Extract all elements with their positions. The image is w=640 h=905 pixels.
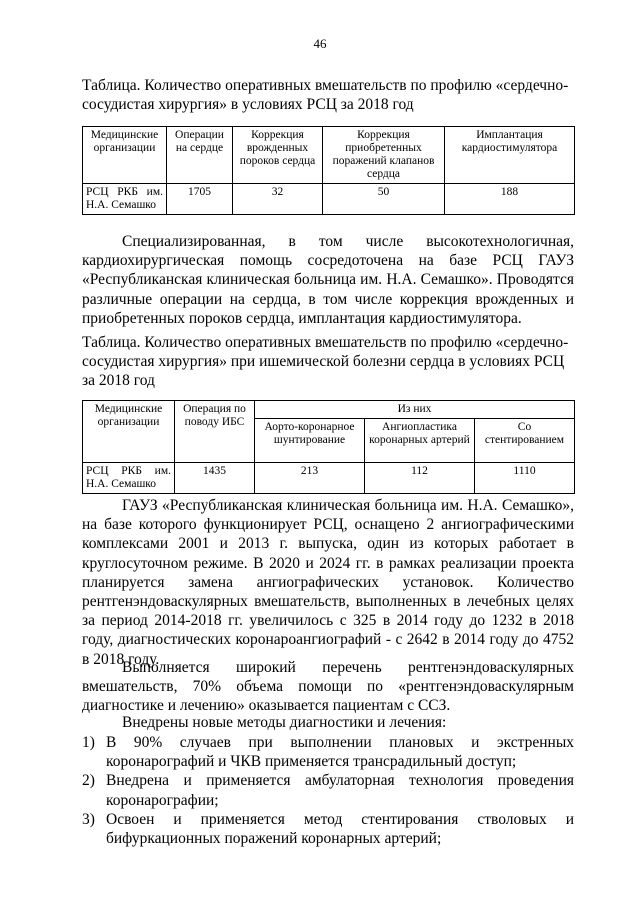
table1-value-acquired: 50 <box>323 184 445 215</box>
org-line1: РСЦ РКБ им. <box>86 186 163 198</box>
org-line1: РСЦ РКБ им. <box>86 465 171 477</box>
table1-header-acquired: Коррекция приобретенных поражений клапанов сердца <box>323 127 445 184</box>
list-item-number: 1) <box>82 734 95 751</box>
table2-header-angioplasty: Ангиопластика коронарных артерий <box>365 419 475 463</box>
list-item <box>82 733 574 771</box>
table1-header-org: Медицинские организации <box>83 127 167 184</box>
table2-header-cabg: Аорто-коронарное шунтирование <box>255 419 365 463</box>
list-item-text: Освоен и применяется метод стентирования стволовых и бифуркационных поражений коронарных артерий; <box>106 810 574 848</box>
table2-header-row-1 <box>83 401 575 419</box>
table1-header-heart-ops: Операции на сердце <box>167 127 233 184</box>
table1-org-cell <box>83 184 167 215</box>
paragraph-3: Выполняется широкий перечень рентгенэндоваскулярных вмешательств, 70% объема помощи по «рентгенэндоваскулярным диагностике и лечению» оказывается пациентам с ССЗ. <box>82 659 574 715</box>
table2 <box>82 400 575 494</box>
list-item-number: 2) <box>82 772 95 790</box>
paragraph-1: Специализированная, в том числе высокотехнологичная, кардиохирургическая помощь сосредоточена на базе РСЦ ГАУЗ «Республиканская клиническая больница им. Н.А. Семашко». Проводятся различные операции на сердца, в том числе коррекция врожденных и приобретенных пороков сердца, имплантация кардиостимулятора. <box>82 233 574 327</box>
table1-value-congenital: 32 <box>233 184 323 215</box>
paragraph-4: Внедрены новые методы диагностики и лечения: <box>122 714 447 731</box>
table2-value-stenting: 1110 <box>475 463 575 494</box>
methods-list <box>82 733 574 848</box>
table2-caption: Таблица. Количество оперативных вмешательств по профилю «сердечно-сосудистая хирургия» при ишемической болезни сердца в условиях РСЦ за 2018 год <box>82 334 569 389</box>
list-item <box>82 771 574 809</box>
list-item-text: В 90% случаев при выполнении плановых и экстренных коронарографий и ЧКВ применяется трансрадильный доступ; <box>106 734 574 771</box>
table1-value-pacemaker: 188 <box>445 184 575 215</box>
list-item-text: Внедрена и применяется амбулаторная технология проведения коронарографии; <box>106 772 574 809</box>
table2-header-ibs-ops: Операция по поводу ИБС <box>175 401 255 463</box>
table-row <box>83 463 575 494</box>
table2-value-angioplasty: 112 <box>365 463 475 494</box>
table2-header-group: Из них <box>255 401 575 419</box>
table2-org-cell <box>83 463 175 494</box>
table1-caption: Таблица. Количество оперативных вмешательств по профилю «сердечно-сосудистая хирургия» в условиях РСЦ за 2018 год <box>82 77 569 113</box>
table2-value-ibs-ops: 1435 <box>175 463 255 494</box>
table1-header-congenital: Коррекция врожденных пороков сердца <box>233 127 323 184</box>
table1-header-pacemaker: Имплантация кардиостимулятора <box>445 127 575 184</box>
table1-value-heart-ops: 1705 <box>167 184 233 215</box>
table1 <box>82 126 575 215</box>
table2-header-org: Медицинские организации <box>83 401 175 463</box>
table-row <box>83 184 575 215</box>
list-item-number: 3) <box>82 810 95 828</box>
page-number: 46 <box>313 36 327 51</box>
paragraph-2: ГАУЗ «Республиканская клиническая больница им. Н.А. Семашко», на базе которого функционирует РСЦ, оснащено 2 ангиографическими комплексами 2001 и 2013 г. выпуска, один из которых работает в круглосуточном режиме. В 2020 и 2024 гг. в рамках реализации проекта планируется замена ангиографических установок. Количество рентгенэндоваскулярных вмешательств, выполненных в лечебных целях за период 2014-2018 гг. увеличилось с 325 в 2014 году до 1232 в 2018 году, диагностических коронароангиографий - с 2642 в 2014 году до 4752 в 2018 году. <box>82 497 574 668</box>
table1-header-row <box>83 127 575 184</box>
list-item <box>82 810 574 848</box>
table2-value-cabg: 213 <box>255 463 365 494</box>
table2-header-stenting: Со стентированием <box>475 419 575 463</box>
org-line2: Н.А. Семашко <box>86 478 157 490</box>
org-line2: Н.А. Семашко <box>86 199 157 211</box>
